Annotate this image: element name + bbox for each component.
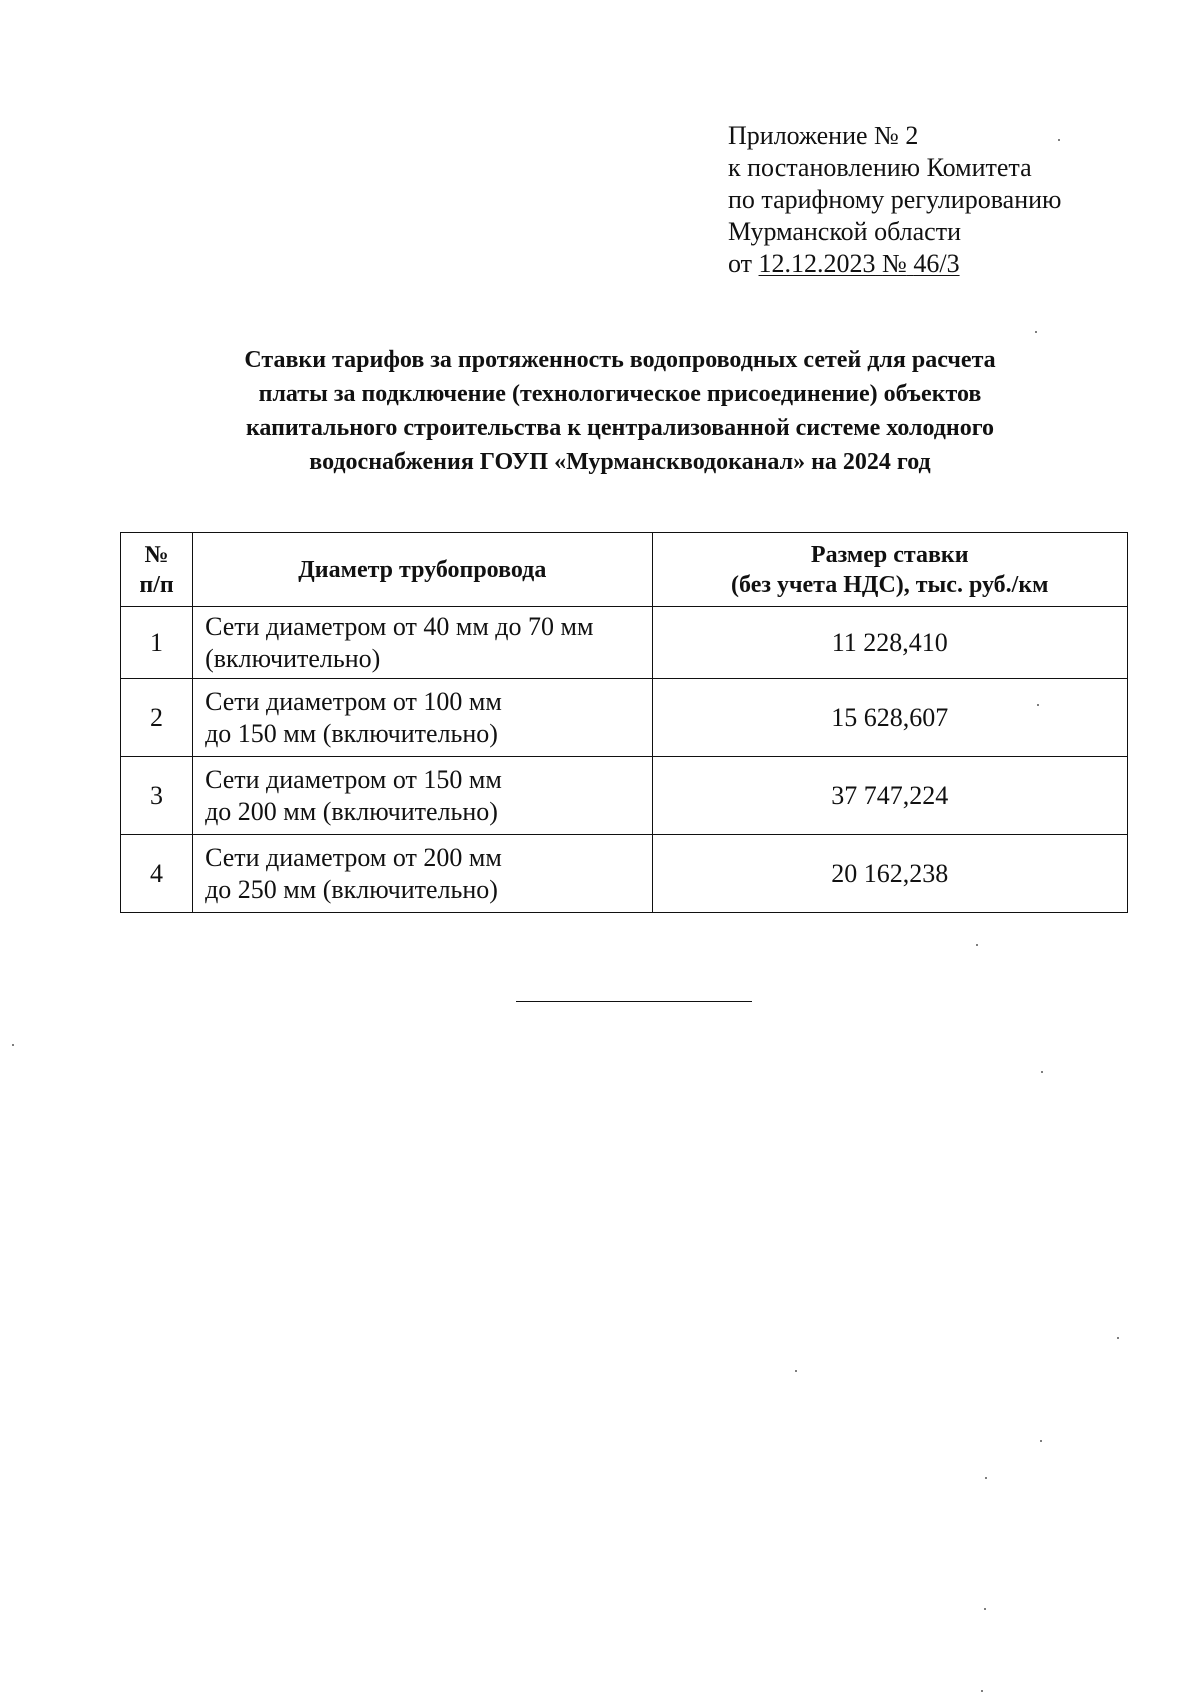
title-line-4: водоснабжения ГОУП «Мурманскводоканал» на 2024 год (309, 449, 931, 475)
annex-date: 12.12.2023 № 46/3 (758, 249, 960, 278)
title-line-3: капитального строительства к централизованной системе холодного (245, 415, 995, 441)
title-line-2: платы за подключение (технологическое присоединение) объектов (258, 381, 982, 407)
annex-line-4: Мурманской области (728, 217, 961, 246)
row-num: 1 (121, 607, 193, 679)
row-num: 3 (121, 757, 193, 835)
scan-speck (1035, 331, 1037, 333)
row-num: 4 (121, 835, 193, 913)
row-rate: 11 228,410 (652, 607, 1127, 679)
table-row (121, 679, 1128, 757)
annex-line-2: к постановлению Комитета (728, 153, 1032, 182)
table-header-row (121, 533, 1128, 607)
row-diameter: Сети диаметром от 40 мм до 70 мм (включительно) (193, 607, 652, 679)
row-num: 2 (121, 679, 193, 757)
row-diameter: Сети диаметром от 100 мм до 150 мм (включительно) (193, 679, 652, 757)
row-diameter: Сети диаметром от 200 мм до 250 мм (включительно) (193, 835, 652, 913)
header-num: № п/п (121, 533, 193, 607)
scan-speck (1058, 139, 1060, 141)
end-divider (516, 1001, 752, 1002)
row-diameter: Сети диаметром от 150 мм до 200 мм (включительно) (193, 757, 652, 835)
tariff-rates-table (120, 532, 1128, 913)
table-row (121, 757, 1128, 835)
document-title (120, 343, 1120, 479)
annex-date-prefix: от (728, 249, 753, 278)
row-rate: 20 162,238 (652, 835, 1127, 913)
scan-speck (795, 1370, 797, 1372)
scan-speck (1040, 1440, 1042, 1442)
title-line-1: Ставки тарифов за протяженность водопроводных сетей для расчета (244, 347, 996, 373)
scan-speck (1117, 1337, 1119, 1339)
scan-speck (12, 1044, 14, 1046)
scan-speck (985, 1477, 987, 1479)
header-diameter: Диаметр трубопровода (193, 533, 652, 607)
annex-line-3: по тарифному регулированию (728, 185, 1062, 214)
annex-line-1: Приложение № 2 (728, 121, 919, 150)
header-rate: Размер ставки (без учета НДС), тыс. руб./км (652, 533, 1127, 607)
table-row (121, 835, 1128, 913)
scan-speck (1041, 1071, 1043, 1073)
scan-speck (1037, 704, 1039, 706)
row-rate: 37 747,224 (652, 757, 1127, 835)
annex-date-line (728, 248, 1061, 280)
row-rate: 15 628,607 (652, 679, 1127, 757)
scan-speck (984, 1608, 986, 1610)
scan-speck (981, 1690, 983, 1692)
annex-header (728, 120, 1061, 280)
table-row (121, 607, 1128, 679)
scan-speck (976, 944, 978, 946)
